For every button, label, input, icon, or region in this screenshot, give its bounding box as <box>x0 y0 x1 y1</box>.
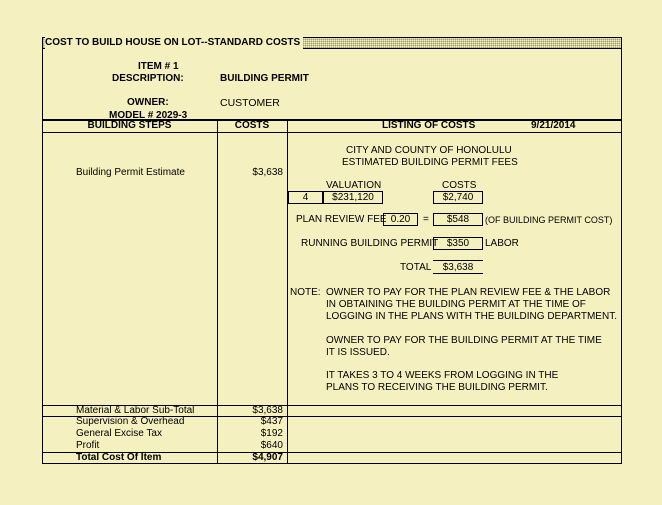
note-line-1: OWNER TO PAY FOR THE PLAN REVIEW FEE & THE LABOR <box>326 287 611 298</box>
grand-total-label: Total Cost Of Item <box>76 452 162 463</box>
note-line-3: LOGGING IN THE PLANS WITH THE BUILDING DEPARTMENT. <box>326 311 617 322</box>
sheet-title: COST TO BUILD HOUSE ON LOT--STANDARD COSTS <box>45 37 303 49</box>
summary-value-subtotal: $3,638 <box>252 405 283 416</box>
owner-label: OWNER: <box>127 97 169 108</box>
valuation-index: 4 <box>288 191 323 204</box>
plan-review-note: (OF BUILDING PERMIT COST) <box>485 215 613 225</box>
step-building-permit: Building Permit Estimate <box>76 167 185 178</box>
plan-review-cost: $548 <box>433 213 483 226</box>
note-line-5: OWNER TO PAY FOR THE BUILDING PERMIT AT THE TIME <box>326 335 602 346</box>
sheet-date: 9/21/2014 <box>531 120 576 131</box>
listing-total-label: TOTAL <box>400 262 432 273</box>
model-label: MODEL # 2029-3 <box>109 110 188 121</box>
description-value: BUILDING PERMIT <box>220 73 309 84</box>
col-header-listing: LISTING OF COSTS <box>382 120 476 131</box>
valuation-cost: $2,740 <box>433 191 483 204</box>
total-bottom-rule <box>433 273 483 274</box>
cost-building-permit: $3,638 <box>252 167 283 178</box>
total-top-rule <box>433 260 483 261</box>
note-line-8: IT TAKES 3 TO 4 WEEKS FROM LOGGING IN THE <box>326 370 559 381</box>
summary-label-subtotal: Material & Labor Sub-Total <box>76 405 195 416</box>
col-header-costs: COSTS <box>234 120 270 131</box>
listing-total-value: $3,638 <box>442 262 474 273</box>
valuation-label: VALUATION <box>326 180 382 191</box>
note-line-2: IN OBTAINING THE BUILDING PERMIT AT THE TIME OF <box>326 299 586 310</box>
costs-label: COSTS <box>442 180 477 191</box>
plan-review-equals: = <box>423 214 429 225</box>
col-divider-2 <box>287 120 288 464</box>
summary-label-supervision: Supervision & Overhead <box>76 416 185 427</box>
grand-total-value: $4,907 <box>252 452 283 463</box>
summary-label-excise: General Excise Tax <box>76 428 162 439</box>
summary-value-profit: $640 <box>260 440 283 451</box>
summary-label-profit: Profit <box>76 440 100 451</box>
col-header-building-steps: BUILDING STEPS <box>87 120 172 131</box>
note-label: NOTE: <box>290 287 321 298</box>
plan-review-label: PLAN REVIEW FEE <box>296 214 387 225</box>
note-line-9: PLANS TO RECEIVING THE BUILDING PERMIT. <box>326 382 548 393</box>
header-row-divider <box>42 132 622 133</box>
description-label: DESCRIPTION: <box>112 73 184 84</box>
summary-value-excise: $192 <box>260 428 283 439</box>
plan-review-rate: 0.20 <box>383 213 418 226</box>
summary-value-supervision: $437 <box>260 416 283 427</box>
owner-value: CUSTOMER <box>220 97 280 109</box>
agency-name: CITY AND COUNTY OF HONOLULU <box>346 145 512 156</box>
running-permit-note: LABOR <box>485 238 519 249</box>
valuation-value: $231,120 <box>323 191 383 204</box>
listing-subtitle: ESTIMATED BUILDING PERMIT FEES <box>342 157 518 168</box>
note-line-6: IT IS ISSUED. <box>326 347 390 358</box>
running-permit-label: RUNNING BUILDING PERMIT <box>301 238 439 249</box>
running-permit-cost: $350 <box>433 237 483 250</box>
item-number: ITEM # 1 <box>138 61 179 72</box>
